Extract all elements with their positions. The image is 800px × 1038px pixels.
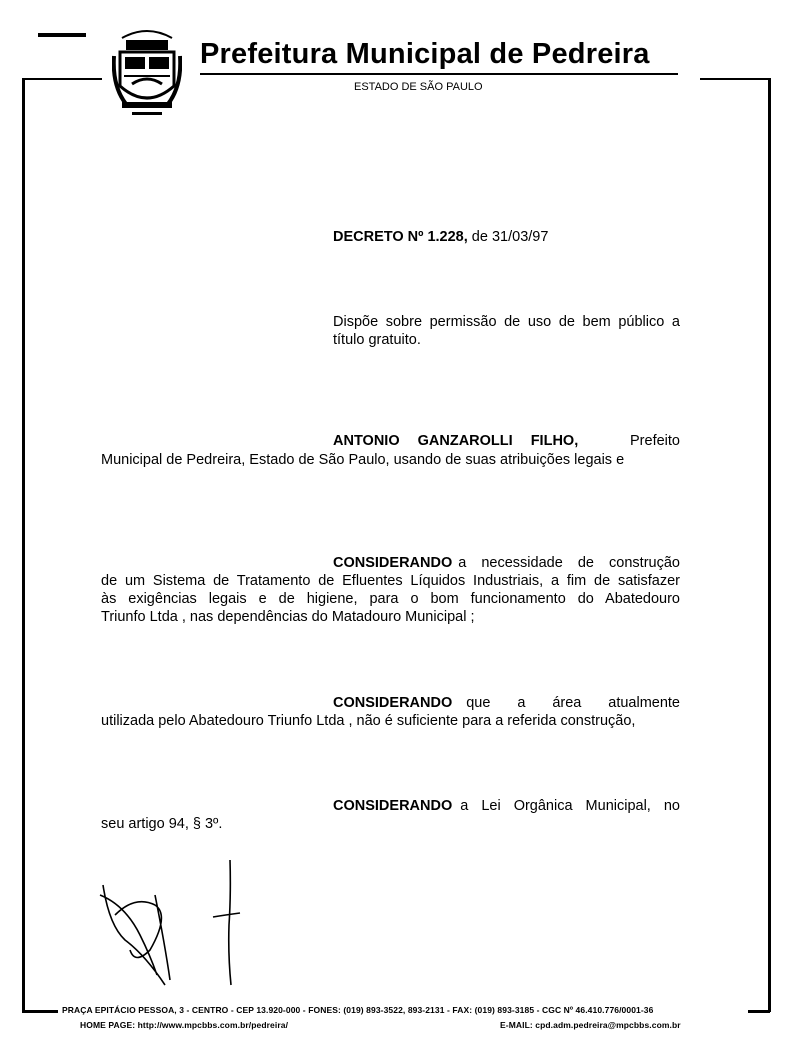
considerando-1-line: de um Sistema de Tratamento de Efluentes Líquidos Industriais, a fim de satisfazer xyxy=(101,573,680,589)
header-subtitle: ESTADO DE SÃO PAULO xyxy=(354,81,483,93)
considerando-text: a Lei Orgânica Municipal, no xyxy=(460,798,680,814)
considerando-2-line: utilizada pelo Abatedouro Triunfo Ltda , não é suficiente para a referida construção, xyxy=(101,713,636,729)
considerando-3-first-line xyxy=(333,797,680,815)
mayor-title: Prefeito xyxy=(630,433,680,449)
preamble-line-1 xyxy=(333,432,680,450)
footer-email: E-MAIL: cpd.adm.pedreira@mpcbbs.com.br xyxy=(500,1020,681,1030)
decree-date: de 31/03/97 xyxy=(467,229,549,245)
considerando-label: CONSIDERANDO xyxy=(333,555,453,571)
municipal-crest-logo xyxy=(112,26,182,118)
considerando-text: a necessidade de construção xyxy=(458,555,680,571)
handwritten-signature xyxy=(95,855,255,995)
header-underline xyxy=(200,73,678,75)
frame-right xyxy=(768,78,771,1012)
considerando-1-first-line xyxy=(333,554,680,572)
summary-line-2: título gratuito. xyxy=(333,332,421,348)
frame-top-left-mark xyxy=(38,33,86,37)
frame-top-left xyxy=(22,78,102,80)
decree-number: DECRETO Nº 1.228, xyxy=(333,229,468,245)
frame-bottom-right xyxy=(748,1010,770,1013)
considerando-3-line: seu artigo 94, § 3º. xyxy=(101,816,223,832)
decree-title xyxy=(333,228,548,246)
considerando-label: CONSIDERANDO xyxy=(333,695,453,711)
mayor-name: ANTONIO GANZAROLLI FILHO, xyxy=(333,433,579,449)
preamble-line-2: Municipal de Pedreira, Estado de São Paulo, usando de suas atribuições legais e xyxy=(101,452,625,468)
considerando-1-line: às exigências legais e de higiene, para o bom funcionamento do Abatedouro xyxy=(101,591,680,607)
considerando-2-first-line xyxy=(333,694,680,712)
considerando-label: CONSIDERANDO xyxy=(333,798,453,814)
considerando-text: que a área atualmente xyxy=(466,695,680,711)
footer-address: PRAÇA EPITÁCIO PESSOA, 3 - CENTRO - CEP 13.920-000 - FONES: (019) 893-3522, 893-2131 - FAX: (019) 893-3185 - CGC Nº 46.410.776/0001-36 xyxy=(62,1005,654,1015)
frame-bottom-left xyxy=(22,1010,58,1013)
summary-line-1: Dispõe sobre permissão de uso de bem público a xyxy=(333,314,680,330)
frame-top-right xyxy=(700,78,770,80)
footer-homepage: HOME PAGE: http://www.mpcbbs.com.br/pedreira/ xyxy=(80,1020,289,1030)
frame-left xyxy=(22,78,25,1012)
considerando-1-line: Triunfo Ltda , nas dependências do Matadouro Municipal ; xyxy=(101,609,475,625)
header-title: Prefeitura Municipal de Pedreira xyxy=(200,38,650,70)
